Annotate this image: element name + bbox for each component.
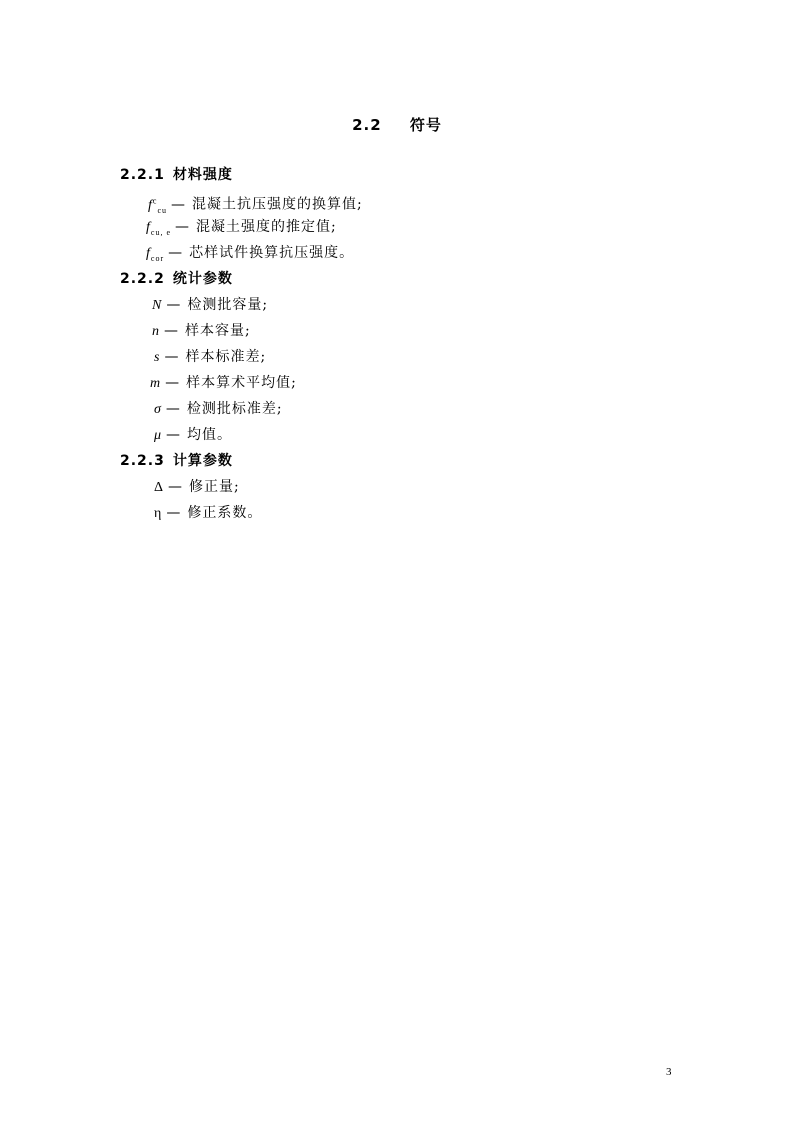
symbol-description: 混凝土抗压强度的换算值;: [192, 196, 363, 213]
symbol-entry: [154, 477, 240, 498]
section-title: [0, 114, 794, 135]
dash: —: [166, 427, 182, 443]
symbol-description: 样本算术平均值;: [186, 375, 297, 391]
symbol: $f_{cor}$: [146, 246, 165, 263]
dash: —: [164, 323, 179, 339]
symbol-description: 样本标准差;: [185, 349, 267, 365]
symbol: s: [154, 350, 161, 365]
symbol-entry: [152, 321, 251, 342]
symbol: m: [150, 376, 162, 391]
symbol: N: [152, 298, 163, 313]
symbol: Δ: [154, 480, 165, 495]
subsection-number: 2.2.1: [120, 167, 165, 183]
symbol-description: 修正系数。: [187, 505, 263, 521]
symbol-entry: [150, 373, 297, 394]
dash: —: [168, 479, 184, 495]
symbol-description: 混凝土强度的推定值;: [196, 219, 337, 235]
subsection-title: 统计参数: [172, 271, 233, 287]
dash: —: [164, 349, 180, 365]
dash: —: [166, 297, 182, 313]
symbol-description: 芯样试件换算抗压强度。: [189, 245, 355, 261]
page-number: 3: [666, 1066, 672, 1078]
symbol: η: [154, 506, 163, 521]
subsection-number: 2.2.3: [120, 453, 165, 469]
symbol: μ: [154, 428, 163, 443]
symbol-description: 检测批标准差;: [186, 401, 283, 417]
symbol-entry: [154, 347, 266, 368]
symbol: $f^c_{cu}$: [148, 196, 168, 215]
symbol: $f_{cu, e}$: [146, 220, 171, 237]
symbol-description: 检测批容量;: [187, 297, 269, 313]
symbol-description: 修正量;: [189, 479, 240, 495]
symbol-entry: [154, 503, 262, 524]
dash: —: [165, 401, 181, 417]
symbol: n: [152, 324, 160, 339]
section-title-text: 符号: [409, 116, 442, 134]
symbol-entry: [152, 295, 268, 316]
symbol-description: 均值。: [187, 427, 233, 443]
subsection-heading-statistical-parameters: [120, 269, 233, 289]
section-number: 2.2: [352, 116, 382, 134]
symbol-entry: [154, 425, 232, 446]
subsection-heading-calculation-parameters: [120, 451, 233, 471]
subsection-title: 计算参数: [172, 453, 233, 469]
dash: —: [166, 505, 182, 521]
subsection-title: 材料强度: [172, 167, 233, 183]
symbol-entry: [146, 243, 354, 269]
symbol-entry: [154, 399, 283, 420]
subsection-heading-material-strength: [120, 165, 233, 185]
dash: —: [175, 219, 190, 235]
symbol-description: 样本容量;: [185, 323, 251, 339]
subsection-number: 2.2.2: [120, 271, 165, 287]
symbol: σ: [154, 402, 162, 417]
dash: —: [165, 375, 181, 391]
dash: —: [168, 245, 184, 261]
dash: —: [171, 196, 187, 213]
symbol-entry: [146, 217, 337, 243]
